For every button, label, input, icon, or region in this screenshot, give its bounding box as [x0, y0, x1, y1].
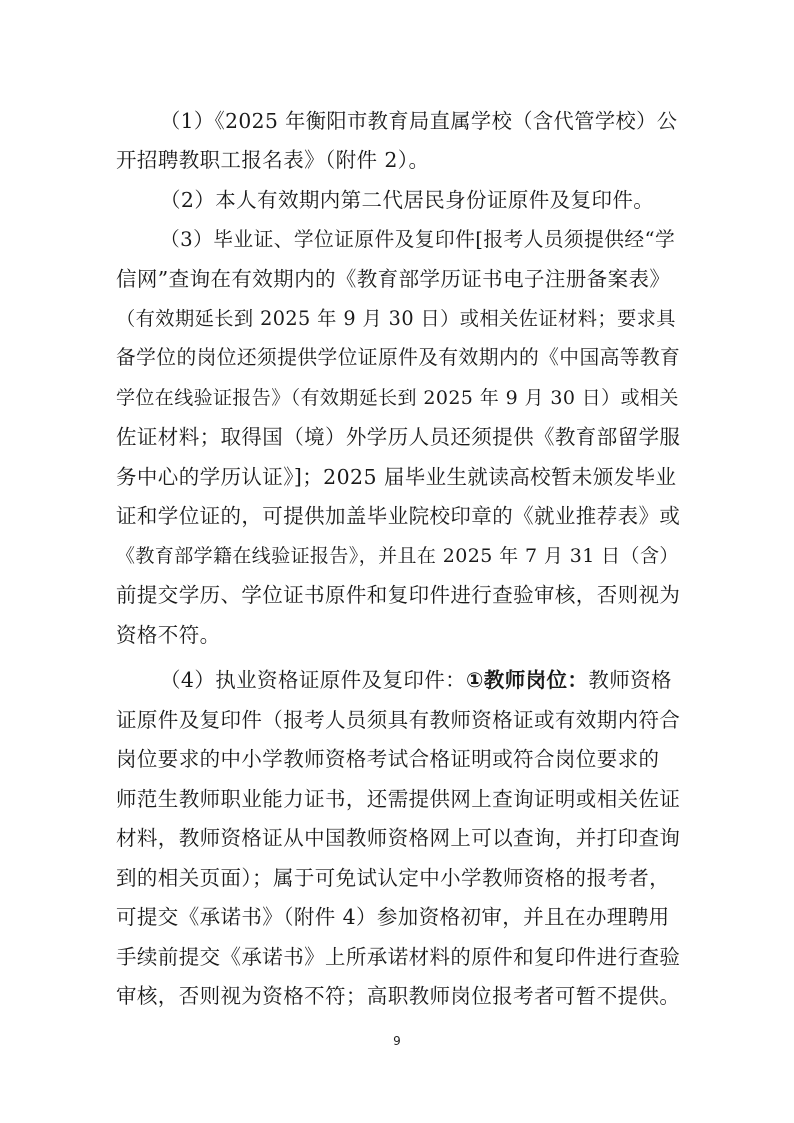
- paragraph-4-line-9: 审核，否则视为资格不符；高职教师岗位报考者可暂不提供。: [116, 984, 681, 1008]
- paragraph-4-line-2: 证原件及复印件（报考人员须具有教师资格证或有效期内符合: [116, 708, 681, 732]
- paragraph-3-line-11: 资格不符。: [116, 623, 221, 647]
- paragraph-4-line-6: 到的相关页面）；属于可免试认定中小学教师资格的报考者，: [116, 866, 671, 890]
- paragraph-2-line-1: （2）本人有效期内第二代居民身份证原件及复印件。: [160, 188, 655, 212]
- paragraph-1-line-2: 开招聘教职工报名表》（附件 2）。: [116, 148, 430, 172]
- paragraph-3-line-5: 学位在线验证报告》（有效期延长到 2025 年 9 月 30 日）或相关: [116, 387, 679, 409]
- paragraph-4-line-8: 手续前提交《承诺书》上所承诺材料的原件和复印件进行查验: [116, 945, 681, 969]
- paragraph-4-line-1: [160, 660, 672, 700]
- paragraph-4-line-4: 师范生教师职业能力证书，还需提供网上查询证明或相关佐证: [116, 787, 681, 811]
- teacher-post-heading: ①教师岗位：: [466, 668, 589, 692]
- paragraph-3-line-3: （有效期延长到 2025 年 9 月 30 日）或相关佐证材料；要求具: [116, 307, 676, 330]
- paragraph-3-line-7: 务中心的学历认证》]；2025 届毕业生就读高校暂未颁发毕业: [116, 465, 677, 489]
- paragraph-3-line-9: 《教育部学籍在线验证报告》，并且在 2025 年 7 月 31 日（含）: [116, 545, 679, 567]
- paragraph-1-line-1: （1）《2025 年衡阳市教育局直属学校（含代管学校）公: [160, 109, 678, 133]
- paragraph-3-line-2: 信网”查询在有效期内的《教育部学历证书电子注册备案表》: [116, 267, 671, 291]
- page-number: 9: [393, 1034, 401, 1048]
- paragraph-4-line-5: 材料，教师资格证从中国教师资格网上可以查询，并打印查询: [116, 826, 681, 850]
- paragraph-3-line-4: 备学位的岗位还须提供学位证原件及有效期内的《中国高等教育: [116, 346, 681, 369]
- paragraph-4-line-7: 可提交《承诺书》（附件 4）参加资格初审，并且在办理聘用: [116, 905, 670, 929]
- paragraph-4-line-3: 岗位要求的中小学教师资格考试合格证明或符合岗位要求的: [116, 747, 660, 771]
- paragraph-3-line-8: 证和学位证的，可提供加盖毕业院校印章的《就业推荐表》或: [116, 504, 681, 528]
- paragraph-3-line-6: 佐证材料；取得国（境）外学历人员还须提供《教育部留学服: [116, 425, 681, 449]
- paragraph-3-line-1: （3）毕业证、学位证原件及复印件[报考人员须提供经“学: [160, 228, 676, 251]
- paragraph-3-line-10: 前提交学历、学位证书原件和复印件进行查验审核，否则视为: [116, 583, 681, 607]
- paragraph-4-prefix: （4）执业资格证原件及复印件：: [160, 668, 467, 692]
- paragraph-4-suffix: 教师资格: [588, 668, 672, 692]
